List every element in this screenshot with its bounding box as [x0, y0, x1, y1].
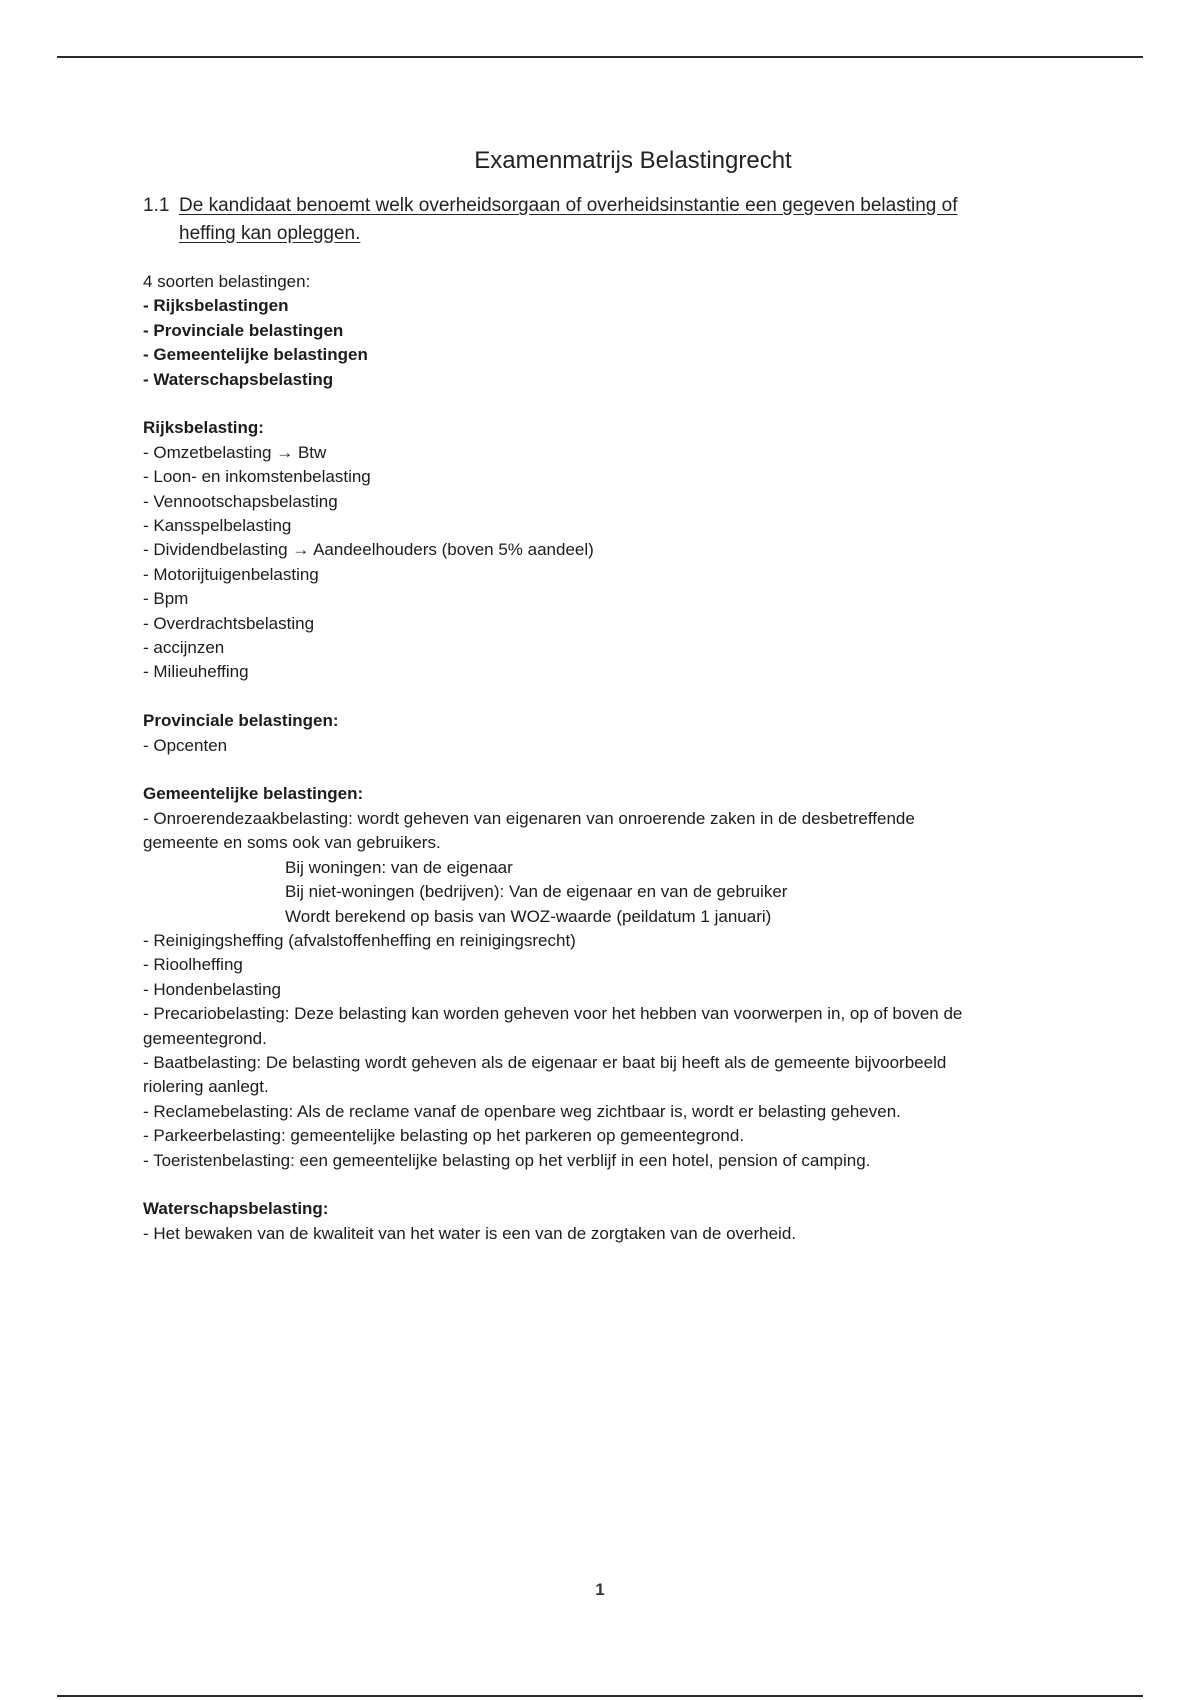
list-item: - Reclamebelasting: Als de reclame vanaf de openbare weg zichtbaar is, wordt er belasting geheven. [143, 1101, 901, 1121]
list-item: - Toeristenbelasting: een gemeentelijke belasting op het verblijf in een hotel, pension of camping. [143, 1150, 871, 1170]
list-item: - Milieuheffing [143, 662, 249, 682]
intro-lead: 4 soorten belastingen: [143, 272, 311, 291]
ozb-subitem: Wordt berekend op basis van WOZ-waarde (peildatum 1 januari) [285, 906, 772, 926]
list-item: - Provinciale belastingen [143, 320, 344, 340]
document-body [143, 270, 1063, 1246]
rijks-heading: Rijksbelasting: [143, 418, 264, 438]
list-item: - Overdrachtsbelasting [143, 613, 315, 633]
ozb-line: - Onroerendezaakbelasting: wordt geheven van eigenaren van onroerende zaken in de desbetreffende [143, 808, 915, 828]
list-item: - Rijksbelastingen [143, 296, 289, 316]
list-item: - Vennootschapsbelasting [143, 491, 338, 511]
section-number: 1.1 [143, 195, 170, 216]
list-item: - Gemeentelijke belastingen [143, 345, 368, 365]
list-item: - Waterschapsbelasting [143, 369, 334, 389]
list-item-continued: gemeentegrond. [143, 1028, 267, 1048]
list-item: - Motorijtuigenbelasting [143, 564, 319, 584]
page-number: 1 [595, 1580, 605, 1599]
list-item: - Baatbelasting: De belasting wordt geheven als de eigenaar er baat bij heeft als de gemeente bijvoorbeeld [143, 1052, 947, 1072]
document-title: Examenmatrijs Belastingrecht [474, 147, 792, 174]
list-item: - Dividendbelasting → Aandeelhouders (boven 5% aandeel) [143, 540, 594, 560]
spacer [143, 1173, 1063, 1197]
document-page [143, 140, 1063, 1246]
ozb-subitem: Bij woningen: van de eigenaar [285, 857, 513, 877]
header-rule [57, 56, 1143, 58]
ozb-subitem: Bij niet-woningen (bedrijven): Van de eigenaar en van de gebruiker [285, 882, 788, 902]
list-item: - Hondenbelasting [143, 979, 281, 999]
list-item-continued: riolering aanlegt. [143, 1077, 269, 1097]
provinciaal-heading: Provinciale belastingen: [143, 711, 339, 731]
list-item: - Het bewaken van de kwaliteit van het water is een van de zorgtaken van de overheid. [143, 1223, 796, 1243]
footer-rule [57, 1695, 1143, 1697]
list-item: - Reinigingsheffing (afvalstoffenheffing en reinigingsrecht) [143, 930, 576, 950]
ozb-line-continued: gemeente en soms ook van gebruikers. [143, 833, 441, 853]
list-item: - Kansspelbelasting [143, 516, 292, 536]
list-item: - accijnzen [143, 638, 225, 658]
list-item: - Precariobelasting: Deze belasting kan worden geheven voor het hebben van voorwerpen in, op of boven de [143, 1004, 963, 1024]
spacer [143, 392, 1063, 416]
list-item: - Loon- en inkomstenbelasting [143, 467, 371, 487]
section-heading [143, 192, 1063, 248]
spacer [143, 685, 1063, 709]
section-heading-text: De kandidaat benoemt welk overheidsorgaan of overheidsinstantie een gegeven belasting of heffing kan opleggen. [179, 195, 958, 244]
list-item: - Rioolheffing [143, 955, 243, 975]
list-item: - Opcenten [143, 735, 228, 755]
list-item: - Parkeerbelasting: gemeentelijke belasting op het parkeren op gemeentegrond. [143, 1126, 745, 1146]
waterschap-heading: Waterschapsbelasting: [143, 1199, 329, 1219]
list-item: - Omzetbelasting → Btw [143, 442, 327, 462]
spacer [143, 758, 1063, 782]
gemeente-heading: Gemeentelijke belastingen: [143, 784, 364, 804]
list-item: - Bpm [143, 589, 189, 609]
